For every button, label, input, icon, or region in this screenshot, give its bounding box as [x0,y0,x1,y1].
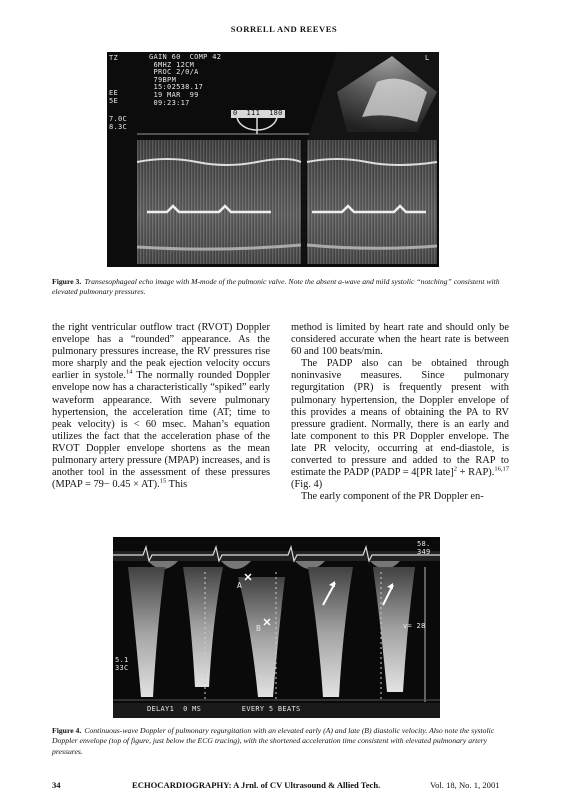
figure-4-image [113,537,440,718]
journal-name: ECHOCARDIOGRAPHY: A Jrnl. of CV Ultrasound & Allied Tech. [132,780,381,790]
paragraph-right-2 [291,358,509,491]
figure-4-label: Figure 4. [52,726,82,735]
us-right-top-text: L [425,54,430,62]
us-bottom-status-bar: DELAY1 0 MS EVERY 5 BEATS [147,705,301,713]
volume-issue: Vol. 18, No. 1, 2001 [430,780,500,790]
velocity-scale-label: v= 28 [403,622,426,630]
text-run: The PADP also can be obtained through noninvasive measures. Since pulmonary regurgitation (PR) is frequently present with pulmonary hypertension, the Doppler envelope of this provides a means of obtaining the PA to RV pressure gradient. Normally, there is an early and late component to this PR Doppler envelope. The late PR velocity, occurring at end-diastole, is converted to pressure and added to the RAP to estimate the PADP (PADP = 4[PR late] [291,358,509,479]
figure-3-image [107,52,439,267]
page-number: 34 [52,780,61,790]
text-run: + RAP). [456,467,495,479]
us-left-top-text: TZ [109,54,119,62]
reference-superscript: 14 [126,368,133,376]
text-run: This [166,479,188,491]
figure-4-caption [52,726,507,757]
marker-a-label: A [237,581,243,590]
us-acquisition-parameters: GAIN 60 COMP 42 6MHZ 12CM PROC 2/0/A 79BPM 15:02538.17 19 MAR 99 09:23:17 [149,53,222,107]
body-column-right [291,322,509,503]
paragraph-right-3: The early component of the PR Doppler en- [301,491,484,503]
body-column-left [52,322,270,491]
us-left-scale-text: 5.1 33C [115,656,129,672]
paragraph-left [52,322,270,491]
paragraph-right-1: method is limited by heart rate and should only be considered accurate when the heart rate is between 60 and 100 beats/min. [291,322,509,358]
text-run: The normally rounded Doppler envelope now has a characteristically “spiked” early waveform appearance. With severe pulmonary hypertension, the acceleration time (AT; time to peak velocity) is < 60 msec. Mahan’s equation utilizes the fact that the acceleration phase of the RVOT Doppler envelope shortens as the mean pulmonary artery pressure (MPAP) increases, and is another tool in the assessment of these pressures (MPAP = 79− 0.45 × AT). [52,370,270,491]
text-run: (Fig. 4) [291,479,323,491]
us-left-bottom-text: 7.0C 8.3C [109,115,128,131]
us-angle-readout: 0 111 180 [233,109,283,117]
cw-doppler-graphic [113,537,440,718]
figure-4-caption-text: Continuous-wave Doppler of pulmonary regurgitation with an elevated early (A) and late (B) diastolic velocity. Also note the systolic Doppler envelope (top of figure, just below the ECG tracing), with the shortened acceleration time consistent with elevated pulmonary artery pressures. [52,726,495,756]
us-left-mid-text-2: 5E [109,97,119,105]
text-run: the right ventricular outflow tract (RVOT) Doppler envelope has a “rounded” appearance. As the pulmonary pressures increase, the RV pressures rise more sharply and the peak ejection velocity occurs earlier in systole. [52,322,270,382]
marker-b-label: B [256,624,262,633]
exponent-superscript: 2 [453,465,457,473]
figure-3-label: Figure 3. [52,277,82,286]
reference-superscript: 16,17 [494,465,509,473]
us-left-mid-text-1: EE [109,89,119,97]
us-top-right-readout: 58. 349 [417,540,431,556]
figure-3-caption-text: Transesophageal echo image with M-mode of the pulmonic valve. Note the absent a-wave and mild systolic “notching” consistent with elevated pulmonary pressures. [52,277,500,297]
running-head: SORRELL AND REEVES [230,24,338,34]
figure-3-caption [52,277,507,298]
reference-superscript: 15 [159,477,167,485]
